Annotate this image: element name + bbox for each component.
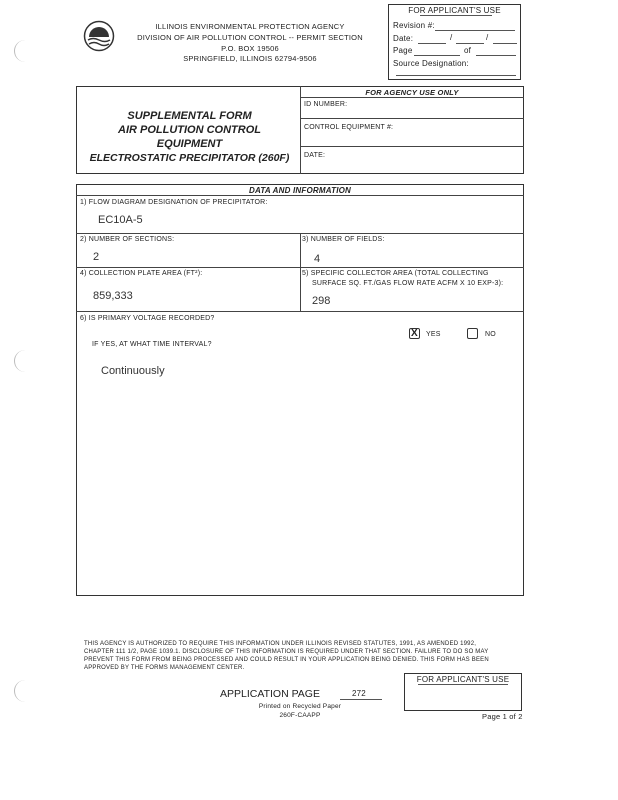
form-code: 260F-CAAPP xyxy=(279,712,321,719)
application-page-label: APPLICATION PAGE xyxy=(220,688,320,700)
agency-use-title-rule xyxy=(300,97,524,98)
form-title-line-4: ELECTROSTATIC PRECIPITATOR (260F) xyxy=(89,152,290,164)
number-of-sections-label: 2) NUMBER OF SECTIONS: xyxy=(80,236,175,243)
notice-line-4: APPROVED BY THE FORMS MANAGEMENT CENTER. xyxy=(84,665,245,671)
time-interval-value[interactable]: Continuously xyxy=(101,365,165,377)
application-page-number[interactable]: 272 xyxy=(352,689,366,698)
yes-label: YES xyxy=(426,331,441,338)
agency-po-box: P.O. BOX 19506 xyxy=(221,44,279,53)
revision-field[interactable] xyxy=(435,30,515,31)
page-total-field[interactable] xyxy=(476,55,516,56)
agency-division: DIVISION OF AIR POLLUTION CONTROL -- PERMIT SECTION xyxy=(137,33,363,42)
collection-plate-area-value[interactable]: 859,333 xyxy=(93,290,133,302)
number-of-fields-value[interactable]: 4 xyxy=(314,253,321,265)
revision-label: Revision #: xyxy=(393,21,435,30)
yes-check-mark: X xyxy=(411,328,418,339)
agency-logo-icon xyxy=(83,20,115,52)
flow-diagram-label: 1) FLOW DIAGRAM DESIGNATION OF PRECIPITATOR: xyxy=(80,199,268,206)
page-of-footer: Page 1 of 2 xyxy=(482,712,523,721)
page-of-label: of xyxy=(464,46,472,55)
binder-hole-bottom xyxy=(14,680,25,702)
data-header-rule xyxy=(76,195,524,196)
number-of-fields-label: 3) NUMBER OF FIELDS: xyxy=(302,236,385,243)
applicant-use-title-underline xyxy=(420,15,492,16)
agency-use-rule-1 xyxy=(300,118,524,119)
id-number-label: ID NUMBER: xyxy=(304,101,348,108)
time-interval-label: IF YES, AT WHAT TIME INTERVAL? xyxy=(92,341,212,348)
form-title-line-3: EQUIPMENT xyxy=(156,138,223,150)
footer-applicant-use-underline xyxy=(418,684,508,685)
notice-line-1: THIS AGENCY IS AUTHORIZED TO REQUIRE THIS INFORMATION UNDER ILLINOIS REVISED STATUTES, 1991, AS AMENDED 1992, xyxy=(84,641,477,647)
notice-line-3: PREVENT THIS FORM FROM BEING PROCESSED AND COULD RESULT IN YOUR APPLICATION BEING DENIED. THIS FORM HAS BEEN xyxy=(84,657,489,663)
binder-hole-middle xyxy=(14,350,25,372)
applicant-use-title: FOR APPLICANT'S USE xyxy=(408,6,501,15)
no-checkbox[interactable] xyxy=(467,328,478,339)
date-month-field[interactable] xyxy=(418,43,446,44)
notice-line-2: CHAPTER 111 1/2, PAGE 1039.1. DISCLOSURE OF THIS INFORMATION IS REQUIRED UNDER THAT SECTION. FAILURE TO DO SO MAY xyxy=(84,649,489,655)
agency-use-title: FOR AGENCY USE ONLY xyxy=(365,88,459,97)
row-2-divider xyxy=(300,233,301,311)
specific-collector-area-label-2: SURFACE SQ. FT./GAS FLOW RATE ACFM X 10 EXP-3): xyxy=(312,280,504,287)
specific-collector-area-label-1: 5) SPECIFIC COLLECTOR AREA (TOTAL COLLECTING xyxy=(302,270,489,277)
page-number-field[interactable] xyxy=(414,55,460,56)
control-equipment-label: CONTROL EQUIPMENT #: xyxy=(304,124,394,131)
agency-address: SPRINGFIELD, ILLINOIS 62794-9506 xyxy=(183,54,317,63)
agency-date-label: DATE: xyxy=(304,152,326,159)
date-sep-2: / xyxy=(486,33,489,42)
agency-use-rule-2 xyxy=(300,146,524,147)
application-page-field[interactable] xyxy=(340,699,382,700)
no-label: NO xyxy=(485,331,496,338)
source-designation-field[interactable] xyxy=(396,75,516,76)
data-section-header: DATA AND INFORMATION xyxy=(248,186,352,195)
row-2-rule xyxy=(76,267,524,268)
recycled-paper-note: Printed on Recycled Paper xyxy=(258,703,342,710)
source-designation-label: Source Designation: xyxy=(393,59,469,68)
date-label: Date: xyxy=(393,34,414,43)
footer-applicant-use-title: FOR APPLICANT'S USE xyxy=(416,675,510,684)
form-title-line-1: SUPPLEMENTAL FORM xyxy=(127,110,252,122)
flow-diagram-value[interactable]: EC10A-5 xyxy=(98,214,143,226)
date-sep-1: / xyxy=(450,33,453,42)
date-day-field[interactable] xyxy=(456,43,484,44)
page-label: Page xyxy=(393,46,413,55)
form-title-line-2: AIR POLLUTION CONTROL xyxy=(118,124,261,136)
binder-hole-top xyxy=(14,40,25,62)
primary-voltage-label: 6) IS PRIMARY VOLTAGE RECORDED? xyxy=(80,315,215,322)
row-3-rule xyxy=(76,311,524,312)
number-of-sections-value[interactable]: 2 xyxy=(93,251,100,263)
date-year-field[interactable] xyxy=(493,43,517,44)
yes-checkbox[interactable] xyxy=(409,328,420,339)
specific-collector-area-value[interactable]: 298 xyxy=(312,295,331,307)
agency-name: ILLINOIS ENVIRONMENTAL PROTECTION AGENCY xyxy=(155,22,345,31)
collection-plate-area-label: 4) COLLECTION PLATE AREA (FT²): xyxy=(80,270,203,277)
